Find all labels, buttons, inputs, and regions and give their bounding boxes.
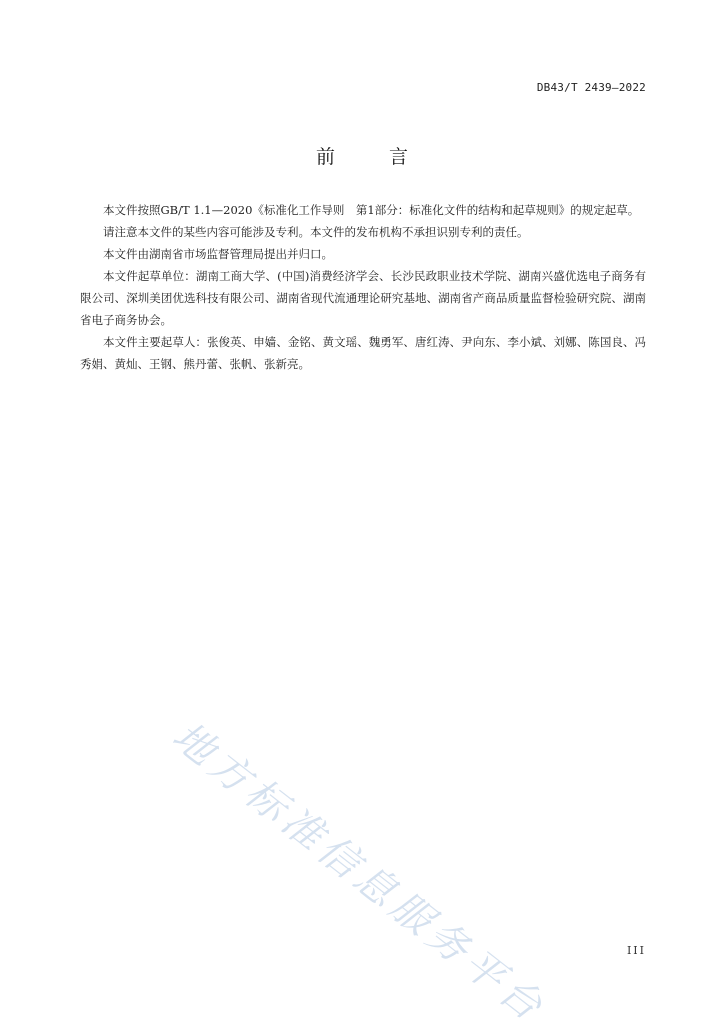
paragraph-patent-notice: 请注意本文件的某些内容可能涉及专利。本文件的发布机构不承担识别专利的责任。 (103, 225, 529, 239)
paragraph-proposer: 本文件由湖南省市场监督管理局提出并归口。 (103, 247, 333, 261)
standard-code: DB43/T 2439—2022 (536, 81, 646, 94)
page-number: III (626, 944, 646, 957)
page-title: 前 言 (315, 146, 433, 168)
watermark: 地方标准信息服务平台 (163, 713, 555, 1033)
paragraph-drafting-rules: 本文件按照GB/T 1.1—2020《标准化工作导则 第1部分：标准化文件的结构和起草规则》的规定起草。 (103, 203, 640, 217)
paragraph-drafters: 本文件主要起草人：张俊英、申嫱、金铭、黄文瑶、魏勇军、唐红涛、尹向东、李小斌、刘娜、陈国良、冯秀娟、黄灿、王钢、熊丹蕾、张帆、张新亮。 (80, 335, 646, 371)
paragraph-drafting-units: 本文件起草单位：湖南工商大学、(中国)消费经济学会、长沙民政职业技术学院、湖南兴盛优选电子商务有限公司、深圳美团优选科技有限公司、湖南省现代流通理论研究基地、湖南省产商品质量监督检验研究院、湖南省电子商务协会。 (80, 269, 646, 327)
foreword-body (80, 199, 646, 375)
